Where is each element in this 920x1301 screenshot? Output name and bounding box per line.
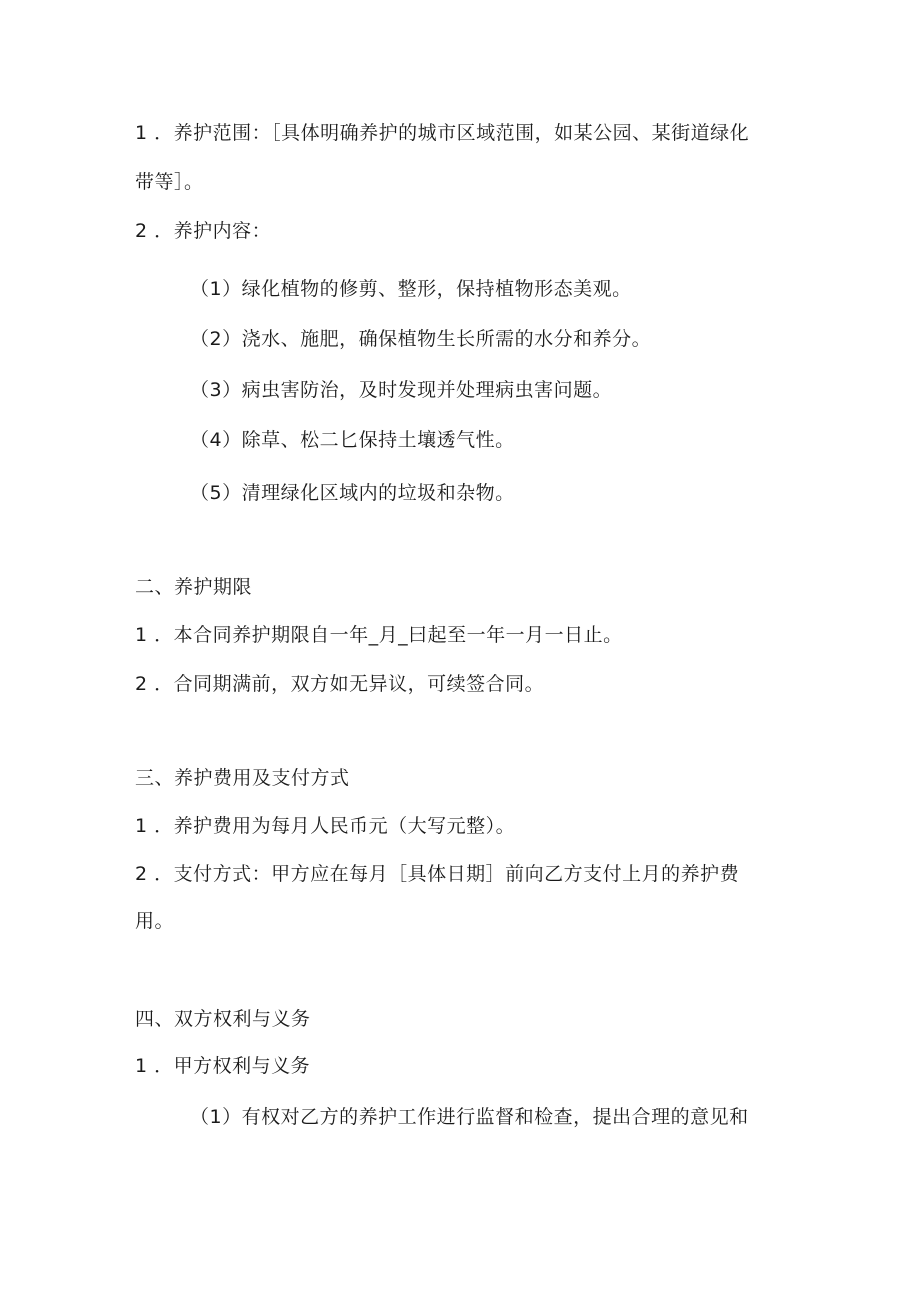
text-line-content-heading: 2 ．养护内容： — [135, 220, 272, 242]
text-line-content-3: （3）病虫害防治，及时发现并处理病虫害问题。 — [190, 379, 613, 401]
text-line-content-1: （1）绿化植物的修剪、整形，保持植物形态美观。 — [190, 278, 632, 300]
section-heading-term: 二、养护期限 — [135, 576, 253, 598]
text-line-fees-1: 1 ．养护费用为每月人民币元（大写元整）。 — [135, 815, 516, 837]
text-line-scope: 1 ．养护范围：［具体明确养护的城市区域范围，如某公园、某街道绿化 — [135, 122, 750, 144]
text-line-party-a-1: （1）有权对乙方的养护工作进行监督和检查，提出合理的意见和 — [190, 1106, 749, 1128]
text-line-content-5: （5）清理绿化区域内的垃圾和杂物。 — [190, 482, 515, 504]
text-line-content-4: （4）除草、松二匕保持土壤透气性。 — [190, 429, 515, 451]
text-line-content-2: （2）浇水、施肥，确保植物生长所需的水分和养分。 — [190, 328, 652, 350]
section-heading-fees: 三、养护费用及支付方式 — [135, 767, 350, 789]
text-line-term-1: 1 ．本合同养护期限自一年_月_曰起至一年一月一日止。 — [135, 624, 623, 646]
section-heading-rights: 四、双方权利与义务 — [135, 1008, 311, 1030]
text-line-term-2: 2 ．合同期满前，双方如无异议，可续签合同。 — [135, 673, 545, 695]
text-line-scope-cont: 带等］。 — [135, 171, 204, 193]
text-line-fees-2: 2 ．支付方式：甲方应在每月［具体日期］前向乙方支付上月的养护费 — [135, 863, 740, 885]
text-line-party-a-heading: 1 ．甲方权利与义务 — [135, 1055, 311, 1077]
text-line-fees-2-cont: 用。 — [135, 910, 175, 932]
